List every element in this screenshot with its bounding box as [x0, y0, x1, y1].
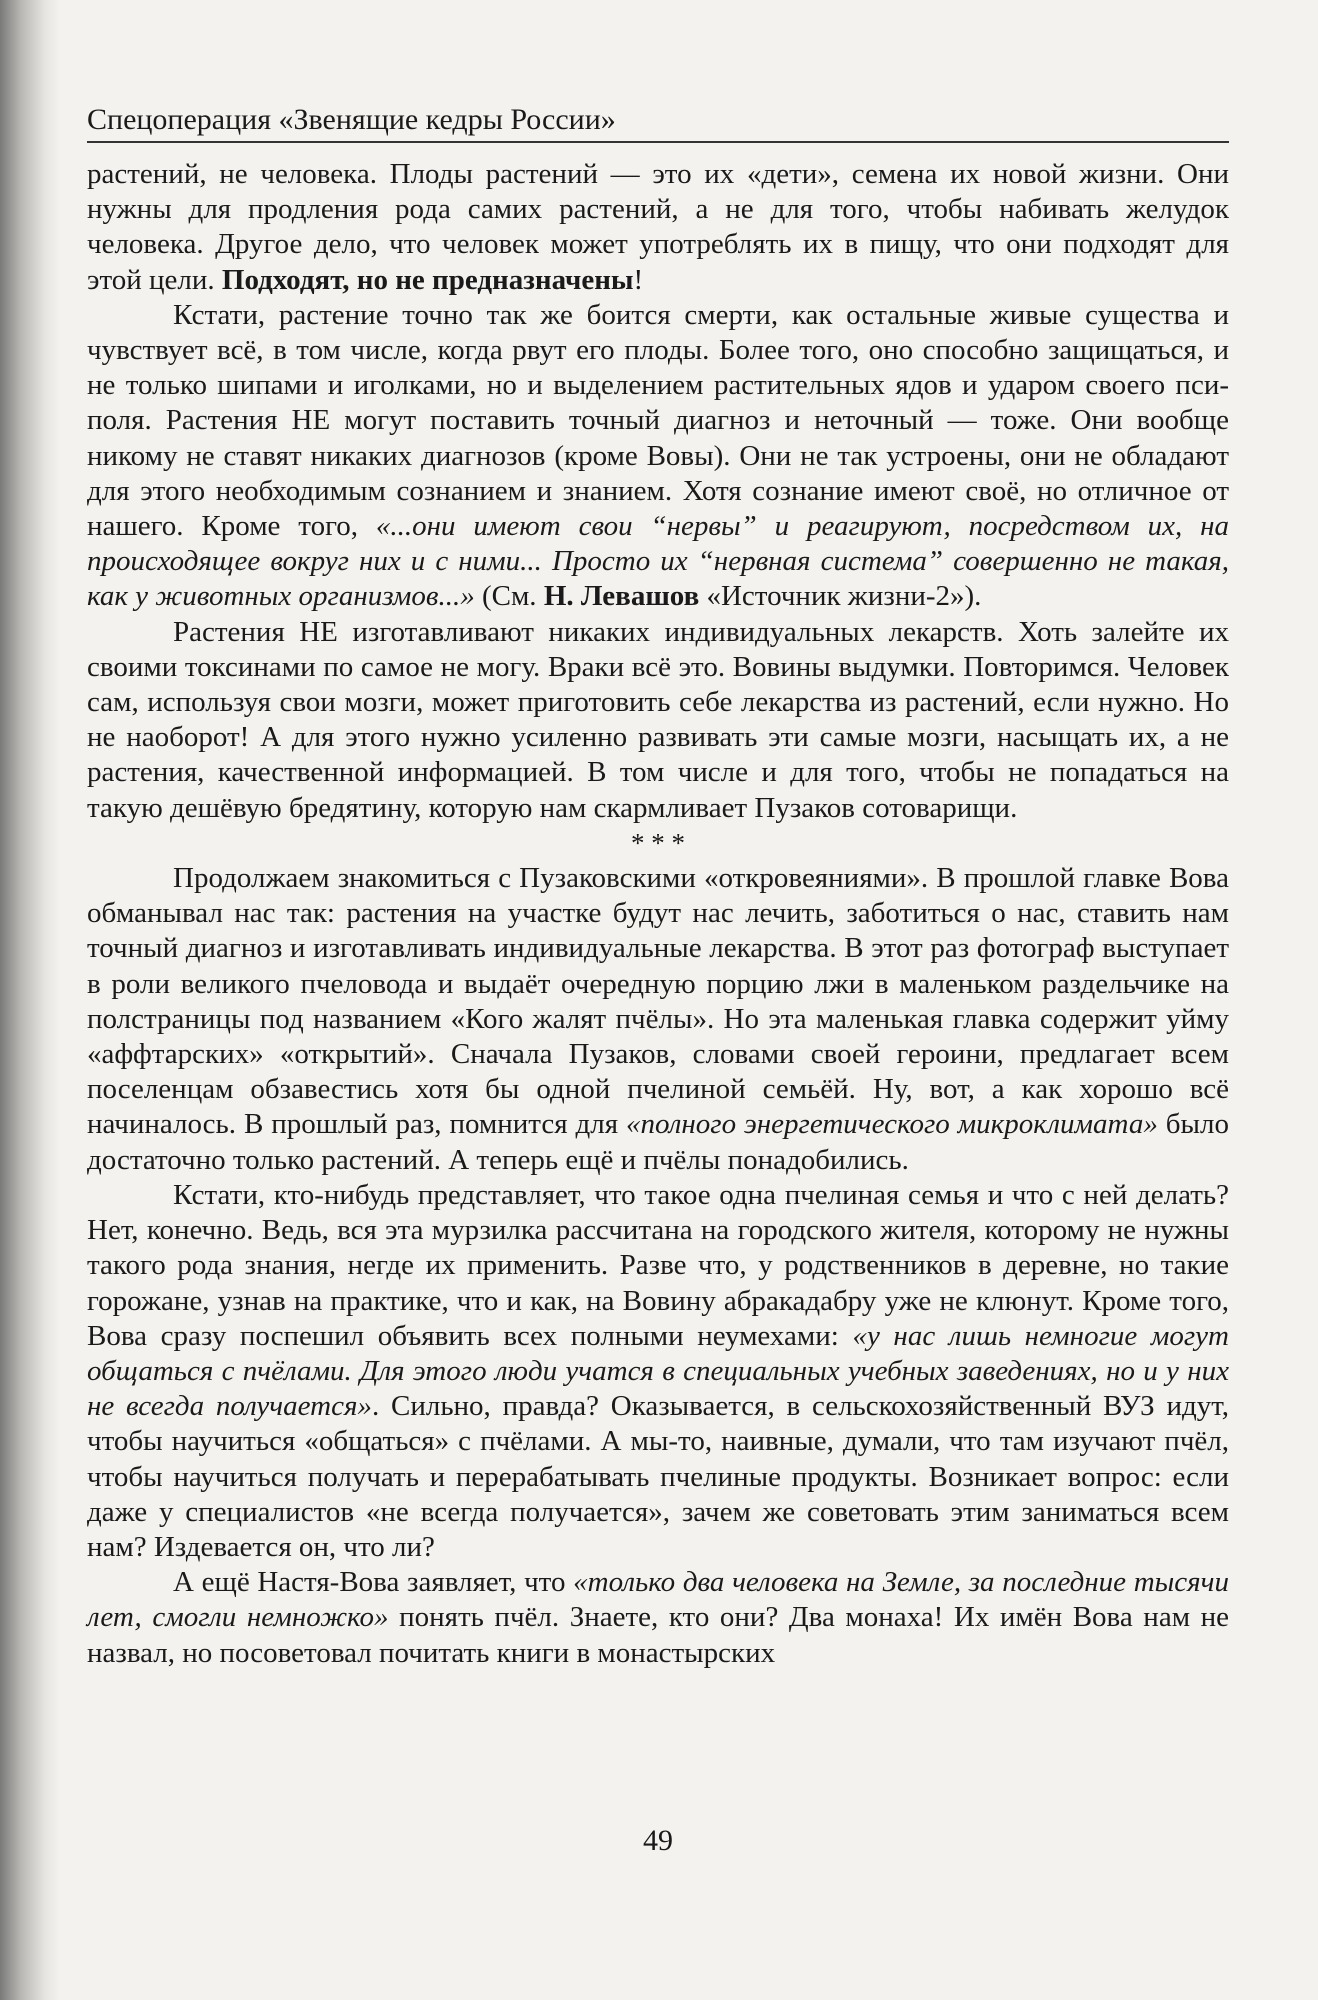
- bold-text: Подходят, но не предназначены: [221, 263, 634, 296]
- running-header: [87, 103, 1229, 143]
- bold-text: Н. Левашов: [543, 580, 700, 613]
- page-number: 49: [643, 1824, 673, 1857]
- text-run: Продолжаем знакомиться с Пузаковскими «откровеяниями». В прошлой главке Вова обманывал нас так: растения на участке будут нас лечить, заботиться о нас, ставить нам точный диагноз и изготавливать индивидуальные лекарства. В этот раз фотограф выступает в роли великого пчеловода и выдаёт очередную порцию лжи в маленьком раздельчике на полстраницы под названием «Кого жалят пчёлы». Но эта маленькая главка содержит уйму «аффтарских» «открытий». Сначала Пузаков, словами своей героини, предлагает всем поселенцам обзавестись хотя бы одной пчелиной семьёй. Ну, вот, а как хорошо всё начиналось. В прошлый раз, помнится для: [87, 862, 1229, 1141]
- text-run: «Источник жизни-2»).: [699, 580, 982, 613]
- text-run: понять пчёл. Знаете, кто они? Два монаха! Их имён Вова нам не назвал, но посоветовал почитать книги в монастырских: [87, 1601, 1230, 1669]
- page-spine-shadow: [0, 0, 60, 2000]
- running-title: Спецоперация «Звенящие кедры России»: [87, 103, 616, 136]
- paragraphs-before-separator: [87, 157, 1229, 826]
- italic-quote: «только два человека на Земле, за последние тысячи лет, смогли немножко»: [87, 1566, 1229, 1634]
- paragraph: [87, 1178, 1229, 1565]
- text-run: растений, не человека. Плоды растений — это их «дети», семена их новой жизни. Они нужны для продления рода самих растений, а не для того, чтобы набивать желудок человека. Другое дело, что человек может употреблять их в пищу, что они подходят для этой цели.: [87, 158, 1229, 296]
- text-run: . Сильно, правда? Оказывается, в сельскохозяйственный ВУЗ идут, чтобы научиться «общаться» с пчёлами. А мы-то, наивные, думали, что там изучают пчёл, чтобы научиться получать и перерабатывать пчелиные продукты. Возникает вопрос: если даже у специалистов «не всегда получается», зачем же советовать этим заниматься всем нам? Издевается он, что ли?: [87, 1390, 1229, 1563]
- paragraph: [87, 615, 1229, 826]
- text-run: А ещё Настя-Вова заявляет, что: [173, 1566, 574, 1599]
- text-run: Кстати, кто-нибудь представляет, что такое одна пчелиная семья и что с ней делать? Нет, конечно. Ведь, вся эта мурзилка рассчитана на городского жителя, которому не нужны такого рода знания, негде их применить. Разве что, у родственников в деревне, но такие горожане, узнав на практике, что и как, на Вовину абракадабру уже не клюнут. Кроме того, Вова сразу поспешил объявить всех полными неумехами:: [87, 1178, 1229, 1352]
- italic-quote: «полного энергетического микроклимата»: [625, 1108, 1158, 1141]
- paragraph: [87, 861, 1229, 1178]
- body-text: [87, 157, 1229, 1671]
- paragraph: [87, 298, 1229, 615]
- paragraphs-after-separator: [87, 861, 1229, 1671]
- paragraph: [87, 157, 1229, 298]
- text-run: было достаточно только растений. А теперь ещё и пчёлы понадобились.: [87, 1108, 1229, 1176]
- text-run: Кстати, растение точно так же боится смерти, как остальные живые существа и чувствует всё, в том числе, когда рвут его плоды. Более того, оно способно защищаться, и не только шипами и иголками, но и выделением растительных ядов и ударом своего пси-поля. Растения НЕ могут поставить точный диагноз и неточный — тоже. Они вообще никому не ставят никаких диагнозов (кроме Вовы). Они не так устроены, они не обладают для этого необходимым сознанием и знанием. Хотя сознание имеют своё, но отличное от нашего. Кроме того,: [87, 298, 1229, 543]
- section-separator: * * *: [631, 827, 685, 858]
- italic-quote: «у нас лишь немногие могут общаться с пчёлами. Для этого люди учатся в специальных учебных заведениях, но и у них не всегда получается»: [87, 1319, 1230, 1423]
- text-run: !: [633, 263, 644, 296]
- text-run: (См.: [474, 580, 544, 613]
- text-run: Растения НЕ изготавливают никаких индивидуальных лекарств. Хоть залейте их своими токсинами по самое не могу. Враки всё это. Вовины выдумки. Повторимся. Человек сам, используя свои мозги, может приготовить себе лекарства из растений, если нужно. Но не наоборот! А для этого нужно усиленно развивать эти самые мозги, насыщать их, а не растения, качественной информацией. В том числе и для того, чтобы не попадаться на такую дешёвую бредятину, которую нам скармливает Пузаков сотоварищи.: [87, 615, 1229, 824]
- paragraph: [87, 1565, 1229, 1671]
- italic-quote: «...они имеют свои “нервы” и реагируют, посредством их, на происходящее вокруг них и с ними... Просто их “нервная система” совершенно не такая, как у животных организмов...»: [87, 510, 1229, 613]
